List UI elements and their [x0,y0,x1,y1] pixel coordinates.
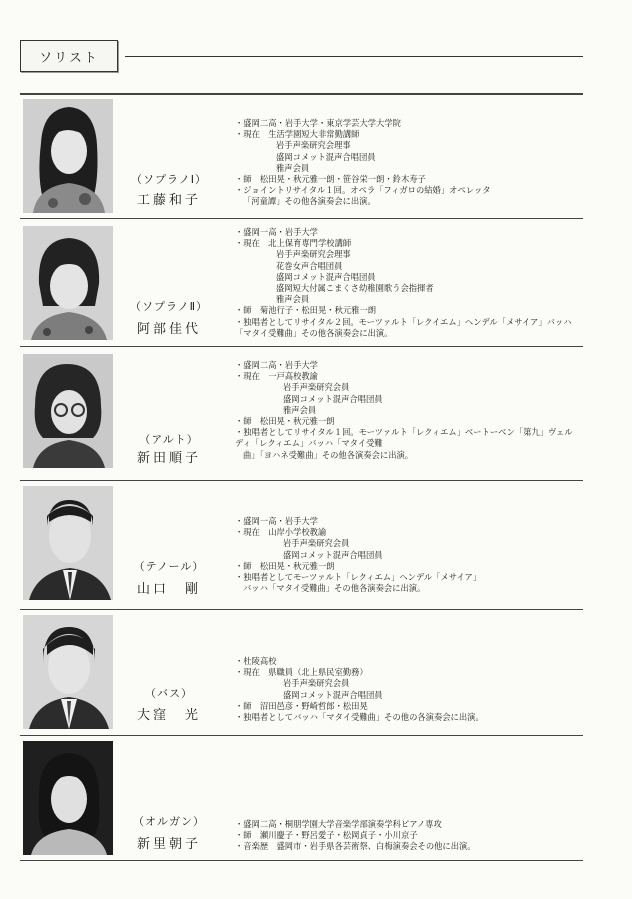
entry-divider [20,609,583,610]
bio-line: ・師 松田晃・秋元雅一朗 [235,560,335,571]
bio-line: ・現在 山岸小学校教諭 [235,527,327,538]
portrait-photo [23,615,113,729]
bio-line: 雅声会員 [276,294,310,305]
bio-line: ・盛岡一高・岩手大学 [235,516,318,526]
bio-line: 花巻女声合唱団員 [276,260,343,271]
soloist-name: 新田順子 [136,451,201,466]
bio-line: ・現在 一戸高校教諭 [235,371,318,382]
soloist-bio [235,819,585,853]
bio-line: 盛岡コメット混声合唱団員 [283,393,383,404]
bio-line: バッハ「マタイ受難曲」その他各演奏会に出演。 [243,583,426,594]
bio-line: ・ジョイントリサイタル１回。オペラ「フィガロの結婚」オペレッタ [235,185,491,196]
soloist-bio [235,656,585,723]
bio-line: ・盛岡一高・岩手大学 [235,227,318,237]
bio-line: ・現在 北上保育専門学校講師 [235,238,352,249]
soloist-name: 大窪 光 [136,708,201,723]
bio-line: ・師 松田晃・秋元雅一朗 [235,416,335,427]
portrait-photo [23,99,113,213]
bio-line: 「河童譚」その他各演奏会に出演。 [243,196,376,207]
soloist-role: （ソプラノⅡ） [129,300,209,313]
bio-line: ・音楽歴 盛岡市・岩手県各芸術祭、白梅演奏会その他に出演。 [235,841,476,852]
portrait-photo [23,354,113,468]
bio-line: 岩手声楽研究会理事 [276,140,351,151]
bio-line: 盛岡コメット混声合唱団員 [283,689,383,700]
bio-line: 盛岡短大付属こまくさ幼稚園歌う会指揮者 [276,283,434,294]
soloist-name: 工藤和子 [136,193,201,208]
soloist-bio [235,516,585,594]
bio-line: ・盛岡二高・桐朋学園大学音楽学部演奏学科ピアノ専攻 [235,819,442,829]
entry-divider [20,480,583,481]
bio-line: 盛岡コメット混声合唱団員 [276,151,376,162]
bio-line: ・独唱者としてモーツァルト「レクィエム」ヘンデル「メサイア」 [235,572,482,583]
soloist-role: （オルガン） [133,815,205,828]
heading-rule [125,56,583,57]
soloist-bio [235,227,585,339]
bio-line: 盛岡コメット混声合唱団員 [276,271,376,282]
bio-line: 岩手声楽研究会員 [283,538,350,549]
bio-line: 雅声会員 [276,162,310,173]
bio-line: 岩手声楽研究会理事 [276,249,351,260]
bio-line: 岩手声楽研究会員 [283,678,350,689]
soloist-bio [235,360,585,461]
bio-line: 岩手声楽研究会員 [283,382,350,393]
soloist-name: 山口 剛 [136,582,201,597]
bio-line: ・杜陵高校 [235,656,277,666]
entry-divider [20,346,583,347]
entry-divider [20,93,583,95]
bio-line: ・盛岡二高・岩手大学 [235,360,318,370]
soloist-role: （アルト） [139,433,199,446]
portrait-photo [23,226,113,340]
bio-line: ・現在 生活学園短大非常勤講師 [235,129,360,140]
bio-line: 曲」「ヨハネ受難曲」その他各演奏会に出演。 [243,449,414,460]
section-heading [20,40,118,72]
bio-line: ・師 松田晃・秋元雅一朗・笹谷栄一朗・鈴木寿子 [235,174,426,185]
soloist-role: （ソプラノⅠ） [131,173,207,186]
bio-line: ・現在 県職員（北上県民室勤務） [235,667,368,678]
soloist-name: 新里朝子 [136,837,201,852]
bio-line: ・独唱者としてリサイタル１回。モーツァルト「レクィエム」ベートーベン「第九」ヴェルディ「レクィエム」バッハ「マタイ受難 [235,427,573,449]
bio-line: 盛岡コメット混声合唱団員 [283,549,383,560]
portrait-photo [23,741,113,855]
entry-divider [20,735,583,736]
bio-line: ・師 瀬川慶子・野呂愛子・松岡貞子・小川京子 [235,830,418,841]
soloist-name: 阿部佳代 [136,322,201,337]
soloist-role: （バス） [145,687,193,700]
portrait-photo [23,486,113,600]
bio-line: ・師 菊池行子・松田晃・秋元雅一朗 [235,305,377,316]
entry-divider [20,218,583,219]
bio-line: ・独唱者としてリサイタル２回。モーツァルト「レクイエム」ヘンデル「メサイア」バッハ「マタイ受難曲」その他各演奏会に出演。 [235,316,572,338]
soloist-role: （テノール） [133,560,205,573]
soloist-bio [235,118,585,208]
bio-line: ・盛岡二高・岩手大学・東京学芸大学大学院 [235,118,401,128]
bio-line: ・師 沼田邑彦・野崎哲郎・松田晃 [235,700,368,711]
bio-line: ・独唱者としてバッハ「マタイ受難曲」その他の各演奏会に出演。 [235,712,484,723]
bio-line: 雅声会員 [283,404,317,415]
bottom-divider [20,860,583,861]
section-heading-text: ソリスト [39,50,99,66]
